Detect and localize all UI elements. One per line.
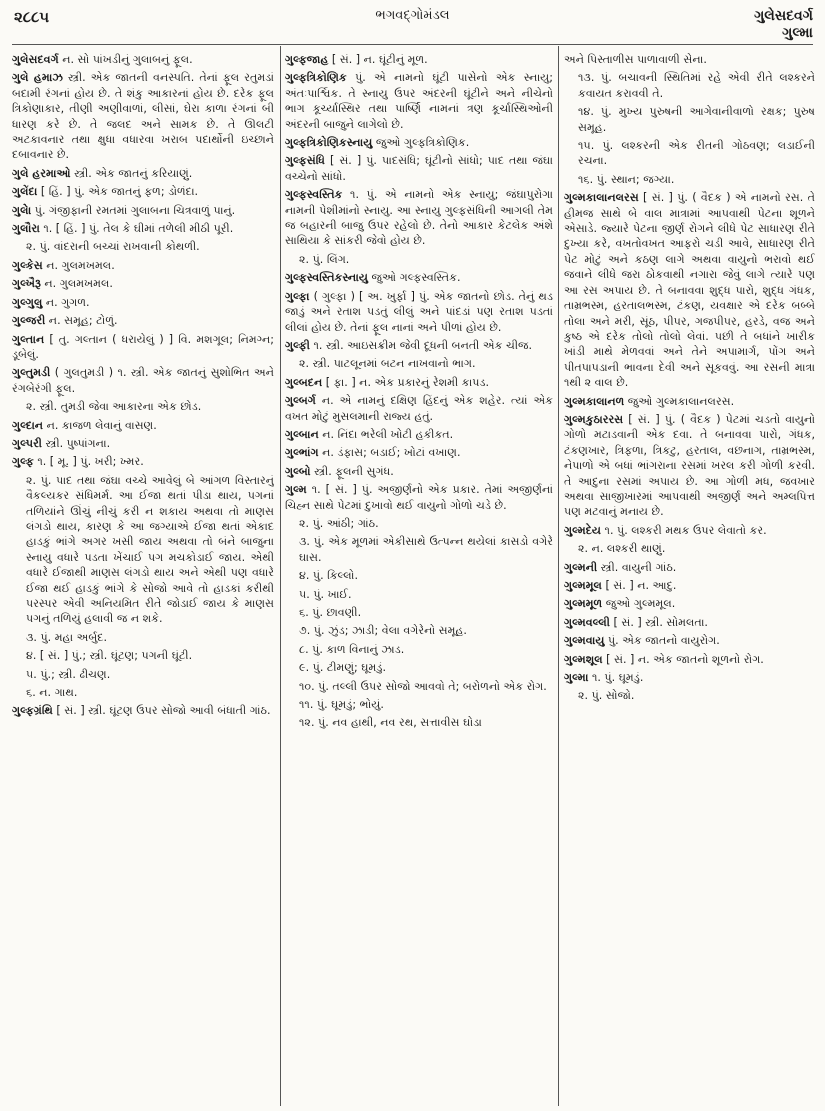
- dictionary-entry: [285, 393, 553, 424]
- dictionary-entry: [285, 445, 553, 460]
- headword: ગુલ્દાન: [12, 418, 44, 432]
- dictionary-entry: [12, 332, 274, 363]
- definition-text: ૩. પું. મહા અર્બુદ.: [26, 630, 107, 644]
- column-1: [12, 52, 274, 1104]
- dictionary-entry: [285, 252, 553, 267]
- headword: ગુલ્મમૂળ: [564, 597, 603, 611]
- definition-text: ૧૩. પું. બચાવની સ્થિતિમાં રહે એવી રીતે લશ્કરને કવાયત કરાવવી તે.: [578, 71, 815, 100]
- definition-text: ન. કાજળ લેવાનું વાસણ.: [43, 418, 157, 432]
- dictionary-entry: [285, 482, 553, 513]
- definition-text: ૨. પું. વાંદરાની બચ્ચાં રાખવાની કોથળી.: [26, 240, 200, 254]
- headword: ગુલ્ફગ્રંથિ: [12, 704, 53, 718]
- dictionary-entry: [12, 436, 274, 451]
- headword: ગુલ્ફસ્વસ્તિકસ્નાયુ: [285, 271, 368, 285]
- definition-text: સ્ત્રી. એક જાતનું કરિયાણું.: [70, 166, 193, 180]
- definition-text: ન. નિંદા ભરેલી ખોટી હકીકત.: [318, 427, 454, 441]
- headword: ગુલ્મમૂલ: [564, 579, 602, 592]
- definition-text: પું. ગંજીફાની રમતમાં ગુલાબના ચિત્રવાળું પાનું.: [31, 203, 236, 217]
- headword: ગુલ્ફી: [285, 338, 310, 352]
- headword: ગુલેાે: [12, 203, 32, 217]
- dictionary-entry: [285, 153, 553, 184]
- headword: ગુલ્ફસંધિ: [285, 154, 325, 168]
- dictionary-entry: [564, 652, 815, 667]
- definition-text: ૧૧. પું. ઘૂમડું; ભોયું.: [299, 698, 384, 712]
- dictionary-entry: [564, 541, 815, 556]
- definition-text: સ્ત્રી. ફૂલની સુગંધ.: [310, 464, 394, 478]
- definition-text: ન. ગુલમખમલ.: [40, 277, 113, 291]
- definition-text: ૧. [ મૂ. ] પું. ખરી; ખ્મર.: [33, 455, 144, 469]
- definition-text: [ સં. ] સ્ત્રી. સોમલતા.: [609, 615, 708, 629]
- definition-text: ૨. ન. લશ્કરી થાણું.: [578, 542, 666, 556]
- definition-text: ૧. [ સં. ] પું. અજીર્ણનો એક પ્રકાર. તેમાં અજીર્ણનાં ચિહ્ન સાથે પેટમાં દુખાવો થઈ વાયુનો ગોળો ચડે છે.: [285, 483, 553, 512]
- dictionary-entry: [12, 703, 274, 718]
- definition-text: પું. એક જાતનો વાયુરોગ.: [604, 634, 720, 648]
- dictionary-entry: [285, 464, 553, 479]
- headword: ગુલે હરમાઓ: [12, 166, 71, 180]
- dictionary-entry: [564, 70, 815, 101]
- headword: ગુલ્મા: [564, 671, 589, 685]
- dictionary-entry: [285, 587, 553, 602]
- definition-text: [ તુ. ગલ્તાન ( ધરાયેલું ) ] વિ. મશગૂલ; નિમગ્ન; ડૂબેલું.: [12, 332, 274, 361]
- dictionary-entry: [285, 605, 553, 620]
- definition-text: ૧૦. પું. તલ્લી ઉપર સોજો આવવો તે; બરોળનો એક રોગ.: [299, 679, 547, 693]
- guide-words: [754, 8, 813, 42]
- dictionary-entry: [285, 427, 553, 442]
- dictionary-entry: [12, 399, 274, 414]
- definition-text: ૨. પું. પાદ તથા જંઘા વચ્ચે આવેલું બે આંગળ વિસ્તારનું વૈકલ્યકર સંધિમર્મ. આ ઈજા થતાં પીડા થાય, પગનાં તળિયાંને ઊંચું નીચું કરી ન શકાય અથવા તો માણસ લંગડો થાય, કારણ કે આ જગ્યાએ ઈજા થતાં એકાદ હાડકું ભાંગે અગર ખસી જાય અથવા તો બંને બાજુના સ્નાયુ વધારે પડતા ખેંચાઈ પગ મચકોડાઈ જાય. એથી વધારે ઈજાથી માણસ લંગડો થાય અને એથી પણ વધારે ઈજા થઈ હાડકું ભાંગે કે સોજો આવે તો હાડકાં કરીથી પરસ્પર એવી અનિયમિત રીતે જોડાઈ જાય કે માણસ પગનું તળિયું હલાવી જ ન શકે.: [26, 473, 274, 626]
- guide-word-last: ગુલ્મા: [782, 25, 813, 41]
- definition-text: ન. સમૂહ; ટોળું.: [45, 314, 118, 328]
- definition-text: જુઓ ગુલ્મમૂલ.: [602, 597, 676, 611]
- dictionary-entry: [12, 239, 274, 254]
- definition-text: [ સં. ] ન. આદુ.: [601, 579, 677, 592]
- definition-text: ( ગુલ્ફા ) [ અ. ખુર્ફા ] પું. એક જાતનો છોડ. તેનું થડ જાડું અને રતાશ પડતું લીલું અને પાંદડાં પણ રતાશ પડતાં લીલાં હોય છે. તેનાં ફૂલ નાનાં અને પીળાં હોય છે.: [285, 289, 553, 334]
- definition-text: પું. એ નામનો ઘૂંટી પાસેનો એક સ્નાયુ; અંતઃપાર્શ્વિક. તે સ્નાયુ ઉપર અંદરની ઘૂંટીને અને નીચેનો ભાગ કૂર્ચ્યાસ્થિર તથા પાર્ષ્ણિ નામનાં ત્રણ કૂર્ચાસ્થિઓની અંદરની બાજુને લાગેલો છે.: [285, 71, 553, 131]
- headword: ગુલેસદવર્ગ: [12, 53, 59, 66]
- definition-text: ૧. સ્ત્રી. આઇસક્રીમ જેવી દૂધની બનતી એક ચીજ.: [309, 338, 533, 352]
- definition-text: ૨. પું. લિંગ.: [299, 252, 350, 266]
- definition-text: અને પિસ્તાળીસ પાળાવાળી સેના.: [564, 53, 707, 66]
- column-3: [564, 52, 815, 1104]
- definition-text: ૪. [ સં. ] પું.; સ્ત્રી. ઘૂંટણ; પગની ઘૂંટી.: [26, 649, 193, 663]
- definition-text: ૨. સ્ત્રી. પાટલૂનમાં બટન નાખવાનો ભાગ.: [299, 357, 476, 371]
- definition-text: [ સં. ] પું. ( વૈદક ) એ નામનો રસ. તે હીમજ સાથે બે વાલ માત્રામાં આપવાથી પેટના શૂળને એસાડે. જ્યારે પેટના જીર્ણ રોગને લીધે પેટ સાધારણ રીતે દુખ્યા કરે, વખતોવખત આફરો ચડી આવે, સાધારણ રીતે પેટ મોટું અને કઠણ લાગે અથવા વાયુનો ભરાવો થઈ જવાને લીધે જરા ઠોકવાથી નગારા જેવું લાગે ત્યારે પણ આ રસ અપાય છે. તે બનાવવા શુદ્ધ પારો, શુદ્ધ ગંધક, તામ્રભસ્મ, હરતાલભસ્મ, ટંકણ, યવક્ષાર એ દરેક બબ્બે તોલા અને મરી, સૂંઠ, પીપર, ગજપીપર, હરડે, વજ અને કુષ્ઠ એ દરેક તોલો તોલો લેવાં. પછી તે બધાંને ખારીક ખાંડી માથે મેળવવાં અને તેને અપામાર્ગ, પોંગ અને પીતપાપડાની ભાવના દેવી અને સૂકવવું. આ રસની માત્રા ૧થી ૨ વાલ છે.: [564, 191, 815, 390]
- dictionary-entry: [564, 52, 815, 67]
- headword: ગુલ્ભાંગ: [285, 446, 319, 460]
- dictionary-entry: [285, 516, 553, 531]
- dictionary-entry: [285, 70, 553, 132]
- dictionary-entry: [285, 568, 553, 583]
- dictionary-entry: [12, 258, 274, 273]
- dictionary-entry: [564, 523, 815, 538]
- dictionary-entry: [12, 313, 274, 328]
- definition-text: ૧૬. પું. સ્થાન; જગ્યા.: [578, 172, 675, 186]
- dictionary-entry: [285, 135, 553, 150]
- dictionary-entry: [12, 70, 274, 162]
- dictionary-entry: [564, 670, 815, 685]
- headword: ગુલ્ફા: [285, 289, 310, 303]
- definition-text: ૧૪. પું. મુખ્ય પુરુષની આગેવાનીવાળો રક્ષક; પુરુષ સમૂહ.: [578, 105, 815, 134]
- headword: ગુલ્જરી: [12, 314, 46, 328]
- definition-text: સ્ત્રી. પુષ્પાંગના.: [41, 436, 111, 450]
- headword: ગુલ્બો: [285, 464, 311, 478]
- headword: ગુલ્બાન: [285, 427, 319, 441]
- headword: ગુલ્મદેય: [564, 523, 601, 537]
- definition-text: [ સં. ] ન. ઘૂંટીનું મૂળ.: [328, 53, 428, 66]
- dictionary-entry: [12, 221, 274, 236]
- definition-text: ૨. પું. આંઠી; ગાંઠ.: [299, 516, 379, 530]
- definition-text: ૬. પું. છાવણી.: [299, 606, 362, 619]
- running-title: ભગવદ્ગોમંડલ: [375, 8, 450, 23]
- dictionary-entry: [564, 578, 815, 593]
- headword: ગુલ્બદન: [285, 375, 323, 389]
- definition-text: [ સં. ] પું. પાદસંધિ; ઘૂંટીનો સાંધો; પાદ તથા જંઘા વચ્ચેનો સાંધો.: [285, 154, 553, 183]
- dictionary-entry: [564, 615, 815, 630]
- dictionary-entry: [12, 648, 274, 663]
- definition-text: સ્ત્રી. વાયુની ગાંઠ.: [597, 560, 677, 574]
- definition-text: [ સં. ] ન. એક જાતનો શૂળનો રોગ.: [602, 652, 764, 666]
- definition-text: ૧૫. પું. લશ્કરની એક રીતની ગોઠવણ; લડાઈની રચના.: [578, 139, 815, 168]
- definition-text: ન. સો પાંખડીનું ગુલાબનું ફૂલ.: [58, 53, 193, 66]
- dictionary-entry: [12, 685, 274, 700]
- definition-text: ન. એ નામનું દક્ષિણ હિંદનું એક શહેર. ત્યાં એક વખત મોટું મુસલમાની રાજ્ય હતું.: [285, 394, 553, 423]
- dictionary-entry: [12, 184, 274, 199]
- dictionary-entry: [285, 715, 553, 730]
- definition-text: ન. ડંફાસ; બડાઈ; ખોટાં વખાણ.: [318, 446, 461, 460]
- dictionary-entry: [285, 697, 553, 712]
- dictionary-entry: [285, 356, 553, 371]
- dictionary-entry: [12, 276, 274, 291]
- headword: ગુલ્મશૂલ: [564, 652, 603, 666]
- dictionary-entry: [12, 630, 274, 645]
- headword: ગુલ્ફ: [12, 455, 34, 469]
- headword: ગુલ્મ: [285, 483, 307, 497]
- definition-text: ૬. ન. ગાથ.: [26, 686, 78, 700]
- dictionary-entry: [285, 338, 553, 353]
- definition-text: ( ગુલતુમડી ) ૧. સ્ત્રી. એક જાતનું સુશોભિત અને રંગબેરંગી ફૂલ.: [12, 366, 274, 395]
- headword: ગુલ્તુમડી: [12, 366, 51, 380]
- dictionary-entry: [285, 375, 553, 390]
- headword: ગુલે હમાઝ: [12, 71, 63, 85]
- dictionary-entry: [285, 679, 553, 694]
- dictionary-entry: [285, 623, 553, 638]
- headword: ગુલેંદા: [12, 185, 38, 199]
- dictionary-entry: [564, 560, 815, 575]
- columns: [12, 52, 815, 1104]
- dictionary-entry: [564, 633, 815, 648]
- definition-text: ૪. પું. કિલ્લો.: [299, 569, 358, 583]
- headword: ગુલ્મની: [564, 560, 598, 574]
- dictionary-entry: [564, 104, 815, 135]
- dictionary-entry: [564, 412, 815, 520]
- definition-text: ન. ગુગળ.: [42, 295, 90, 309]
- definition-text: [ સં. ] પું. ( વૈદક ) પેટમાં ચડતો વાયુનો ગોળો મટાડવાની એક દવા. તે બનાવવા પારો, ગંધક, ટંકણખાર, ત્રિફળા, ત્રિકટુ, હરતાલ, વછનાગ, તામ્રભસ્મ, નેપાળો એ બધાં ભાંગરાના રસમાં ખરલ કરી ગોળી કરવી. તે આદુના રસમાં અપાય છે. આ ગોળી મધ, જવખાર અથવા સાજીખારમાં આપવાથી અજીર્ણ અને અમ્લપિત્ત પણ મટવાનું મનાય છે.: [564, 412, 815, 519]
- definition-text: ૨. પું. સોજો.: [578, 689, 635, 703]
- dictionary-entry: [285, 289, 553, 335]
- definition-text: ન. ગુલમખમલ.: [42, 258, 115, 272]
- dictionary-entry: [564, 172, 815, 187]
- headword: ગુલ્ફત્રિકોણિકસ્નાયુ: [285, 136, 373, 150]
- page-number: ૨૮૮૫: [14, 8, 50, 26]
- dictionary-entry: [12, 667, 274, 682]
- dictionary-entry: [285, 660, 553, 675]
- definition-text: ૧. પું. લશ્કરી મથક ઉપર લેવાતો કર.: [601, 523, 767, 537]
- headword: ગુલ્તાન: [12, 332, 45, 346]
- dictionary-entry: [564, 394, 815, 409]
- guide-word-first: ગુલેસદવર્ગ: [754, 8, 813, 24]
- dictionary-entry: [564, 190, 815, 390]
- dictionary-entry: [564, 138, 815, 169]
- headword: ગુલ્મકુઠારરસ: [564, 412, 624, 426]
- definition-text: ૧. [ હિં. ] પું. તેલ કે ઘીમાં તળેલી મીઠી પૂરી.: [39, 222, 234, 236]
- definition-text: [ સં. ] સ્ત્રી. ઘૂંટણ ઉપર સોજો આવી બંધાતી ગાંઠ.: [52, 704, 271, 718]
- dictionary-entry: [12, 473, 274, 627]
- definition-text: સ્ત્રી. એક જાતની વનસ્પતિ. તેનાં ફૂલ રતુમડાં બદામી રંગનાં હોય છે. તે શંકુ આકારનાં હોય છે. દરેક ફૂલ ત્રિકોણાકાર, તીણી અણીવાળાં, લીસાં, ઘેરા કાળા રંગનાં બી ધારણ કરે છે. તે જલદ અને સામક છે. તે ઊલટી અટકાવનાર તથા ક્ષુધા વધારવા ખરાબ પદાર્થોની ઇચ્છાને દબાવનાર છે.: [12, 71, 274, 162]
- definition-text: ૮. પું. કાળ વિનાનું ઝાડ.: [299, 642, 405, 656]
- column-2: [285, 52, 553, 1104]
- definition-text: જુઓ ગુલ્મકાલાનલરસ.: [624, 394, 735, 408]
- dictionary-entry: [564, 596, 815, 611]
- dictionary-entry: [285, 270, 553, 285]
- dictionary-entry: [285, 187, 553, 249]
- headword: ગુલ્મકાલાનળ: [564, 394, 625, 408]
- header-rule: [12, 44, 813, 45]
- definition-text: ૧. પું. એ નામનો એક સ્નાયુ; જંઘાપુરોગા નામની પેશીમાંનો સ્નાયુ. આ સ્નાયુ ગુલ્ફસંધિની આગલી તેમ જ બહારની બાજુ ઉપર રહેલો છે. તેનો આકાર કેટલેક અંશે સાથિયા કે સાંકરી જેવો હોય છે.: [285, 188, 553, 248]
- dictionary-entry: [285, 642, 553, 657]
- dictionary-entry: [12, 365, 274, 396]
- headword: ગુલ્મવલ્લી: [564, 615, 610, 629]
- definition-text: ૨. સ્ત્રી. તુમડી જેવા આકારના એક છોડ.: [26, 400, 202, 414]
- headword: ગુલ્મકાલાનલરસ: [564, 191, 639, 205]
- definition-text: ૭. પું. ઝુંડ; ઝાડી; વેલા વગેરેનો સમૂહ.: [299, 624, 467, 638]
- page-header: [12, 6, 813, 40]
- headword: ગુલ્મવાયુ: [564, 634, 605, 648]
- definition-text: ૫. પું. ખાઈ.: [299, 587, 352, 601]
- definition-text: ૫. પું.; સ્ત્રી. ઢીચણ.: [26, 667, 111, 681]
- dictionary-entry: [285, 52, 553, 67]
- definition-text: ૧૨. પું. નવ હાથી, નવ રથ, સત્તાવીસ ઘોડા: [299, 716, 482, 730]
- dictionary-entry: [12, 454, 274, 469]
- headword: ગુલ્ખૈરૂ: [12, 277, 41, 291]
- dictionary-entry: [12, 52, 274, 67]
- definition-text: ૧. પું. ઘૂમડું.: [588, 671, 644, 685]
- headword: ગુલ્ફજાહ: [285, 53, 329, 66]
- headword: ગુલ્કેસ: [12, 258, 43, 272]
- headword: ગુલ્ફત્રિકોણિક: [285, 71, 347, 85]
- dictionary-entry: [12, 418, 274, 433]
- headword: ગુલ્પરી: [12, 436, 42, 450]
- definition-text: ૯. પું. ટીમણું; ઘૂમડું.: [299, 661, 386, 675]
- dictionary-entry: [12, 166, 274, 181]
- definition-text: જુઓ ગલ્ફસ્વસ્તિક.: [367, 271, 461, 285]
- headword: ગુલ્ફસ્વસ્તિક: [285, 188, 343, 202]
- dictionary-entry: [564, 688, 815, 703]
- definition-text: [ ફા. ] ન. એક પ્રકારનું રેશમી કાપડ.: [322, 375, 490, 389]
- headword: ગુલ્ગુલુ: [12, 295, 43, 309]
- dictionary-entry: [285, 534, 553, 565]
- headword: ગુલ્બર્ગ: [285, 394, 316, 408]
- headword: ગુલૌરા: [12, 222, 40, 236]
- definition-text: ૩. પું. એક મૂળમાં એકીસાથે ઉત્પન્ન થયેલાં કાસડો વગેરે ઘાસ.: [299, 535, 553, 564]
- dictionary-entry: [12, 203, 274, 218]
- dictionary-entry: [12, 295, 274, 310]
- definition-text: જુઓ ગુલ્ફત્રિકોણિક.: [372, 136, 470, 150]
- definition-text: [ હિં. ] પું. એક જાતનું ફળ; ડોળંદા.: [37, 185, 199, 199]
